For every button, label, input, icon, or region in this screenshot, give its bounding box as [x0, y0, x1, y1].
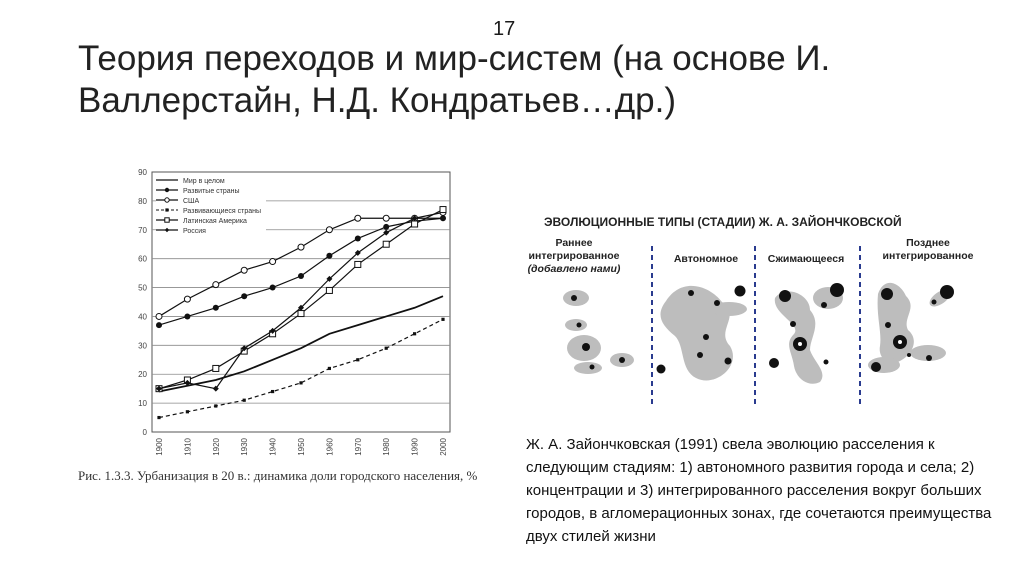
stage-4-map: [868, 283, 954, 373]
settlement-dot: [926, 355, 932, 361]
stage-label: Сжимающееся: [767, 253, 845, 265]
y-tick-label: 90: [138, 168, 147, 177]
series-marker: [156, 322, 162, 328]
legend-label: Латинская Америка: [183, 218, 247, 225]
stage-labels: [528, 237, 974, 275]
series-marker: [270, 285, 276, 291]
series-marker: [413, 332, 416, 335]
settlement-zone: [565, 319, 587, 331]
settlement-dot: [590, 365, 595, 370]
stage-label: (добавлено нами): [527, 263, 621, 275]
series-marker: [355, 235, 361, 241]
stage-label: интегрированное: [528, 250, 620, 262]
legend-label: Россия: [183, 228, 206, 235]
series-marker: [243, 399, 246, 402]
y-tick-label: 0: [142, 428, 147, 437]
y-tick-label: 60: [138, 254, 147, 264]
x-tick-label: 1990: [410, 438, 420, 456]
settlement-dot: [657, 365, 666, 374]
figure-caption: Рис. 1.3.3. Урбанизация в 20 в.: динамика доли городского населения, %: [78, 468, 478, 483]
settlement-zone: [574, 362, 602, 374]
settlement-dot: [907, 353, 911, 357]
series-marker: [383, 215, 389, 221]
series-marker: [165, 198, 169, 202]
series-marker: [214, 404, 217, 407]
urbanization-chart: [120, 160, 460, 465]
settlement-dot: [571, 295, 577, 301]
series-marker: [299, 381, 302, 384]
series-marker: [241, 267, 247, 273]
settlement-dot: [830, 283, 844, 297]
settlement-dot: [824, 360, 829, 365]
settlement-dot: [582, 343, 590, 351]
y-tick-label: 80: [138, 196, 147, 206]
settlement-dot: [769, 358, 779, 368]
series-marker: [156, 313, 162, 319]
series-marker: [298, 311, 304, 317]
y-tick-label: 10: [138, 399, 147, 409]
settlement-dot: [619, 357, 625, 363]
series-marker: [165, 188, 169, 192]
series-marker: [441, 318, 444, 321]
series-marker: [298, 244, 304, 250]
y-tick-label: 40: [138, 312, 147, 322]
slide-title: Теория переходов и мир-систем (на основе И. Валлерстайн, Н.Д. Кондратьев…др.): [78, 39, 831, 120]
series-marker: [383, 241, 389, 247]
settlement-dot: [790, 321, 796, 327]
series-marker: [355, 261, 361, 267]
series-marker: [326, 287, 332, 293]
settlement-dot: [821, 302, 827, 308]
settlement-dot: [735, 286, 746, 297]
series-marker: [184, 296, 190, 302]
x-tick-label: 1920: [211, 438, 221, 456]
series-marker: [165, 218, 169, 222]
stage-3-map: [769, 283, 844, 384]
stage-label: интегрированное: [882, 250, 974, 262]
settlement-dot: [898, 340, 902, 344]
series-marker: [383, 224, 389, 230]
series-marker: [213, 282, 219, 288]
settlement-dot: [940, 285, 954, 299]
stage-label: Автономное: [673, 253, 739, 265]
settlement-dot: [714, 300, 720, 306]
stage-2-map: [657, 286, 748, 381]
legend-label: США: [183, 198, 200, 205]
settlement-dot: [779, 290, 791, 302]
legend-label: Развивающиеся страны: [183, 208, 262, 215]
x-tick-label: 1950: [297, 438, 306, 456]
stage-1-map: [563, 290, 634, 374]
series-marker: [241, 293, 247, 299]
y-tick-label: 30: [138, 341, 147, 351]
legend-label: Мир в целом: [183, 178, 225, 185]
series-marker: [326, 227, 332, 233]
series-marker: [184, 313, 190, 319]
settlement-zone: [660, 286, 732, 381]
series-marker: [271, 390, 274, 393]
settlement-dot: [871, 362, 881, 372]
series-marker: [440, 207, 446, 213]
page-number: 17: [493, 18, 516, 40]
y-tick-label: 70: [138, 225, 147, 235]
stage-label: Раннее: [555, 237, 593, 249]
x-tick-label: 1970: [353, 438, 363, 456]
series-marker: [165, 208, 168, 211]
x-tick-label: 1940: [268, 438, 278, 456]
x-tick-label: 1910: [183, 438, 193, 456]
settlement-dot: [688, 290, 694, 296]
x-tick-label: 1930: [240, 438, 250, 456]
settlement-dot: [725, 358, 732, 365]
y-tick-label: 20: [138, 370, 147, 380]
x-tick-label: 1960: [325, 438, 335, 456]
y-tick-label: 50: [138, 283, 147, 293]
series-marker: [355, 215, 361, 221]
series-marker: [270, 259, 276, 265]
settlement-dot: [703, 334, 709, 340]
series-marker: [328, 367, 331, 370]
settlement-dot: [881, 288, 893, 300]
series-marker: [412, 221, 418, 227]
series-marker: [213, 365, 219, 371]
evolution-title: ЭВОЛЮЦИОННЫЕ ТИПЫ (СТАДИИ) Ж. А. ЗАЙОНЧКОВСКОЙ: [544, 215, 902, 229]
series-marker: [356, 358, 359, 361]
settlement-dot: [885, 322, 891, 328]
settlement-dot: [577, 323, 582, 328]
settlement-dot: [932, 300, 937, 305]
series-marker: [298, 273, 304, 279]
stage-label: Позднее: [906, 237, 950, 249]
series-marker: [326, 253, 332, 259]
legend-label: Развитые страны: [183, 188, 240, 195]
x-tick-label: 1900: [155, 438, 164, 456]
settlement-dot: [798, 342, 802, 346]
series-marker: [213, 305, 219, 311]
evolution-stages-diagram: [510, 206, 1010, 411]
x-tick-label: 2000: [439, 438, 448, 456]
series-marker: [157, 416, 160, 419]
settlement-dot: [697, 352, 703, 358]
description-text: Ж. А. Зайончковская (1991) свела эволюцию расселения к следующим стадиям: 1) автономного развития города и села; 2) концентрации и 3) интегрированного расселения вокруг больших городов, в агломерационных зонах, где сочетаются преимущества двух стилей жизни: [526, 436, 992, 545]
series-marker: [385, 347, 388, 350]
series-marker: [186, 410, 189, 413]
x-tick-label: 1980: [382, 438, 392, 456]
